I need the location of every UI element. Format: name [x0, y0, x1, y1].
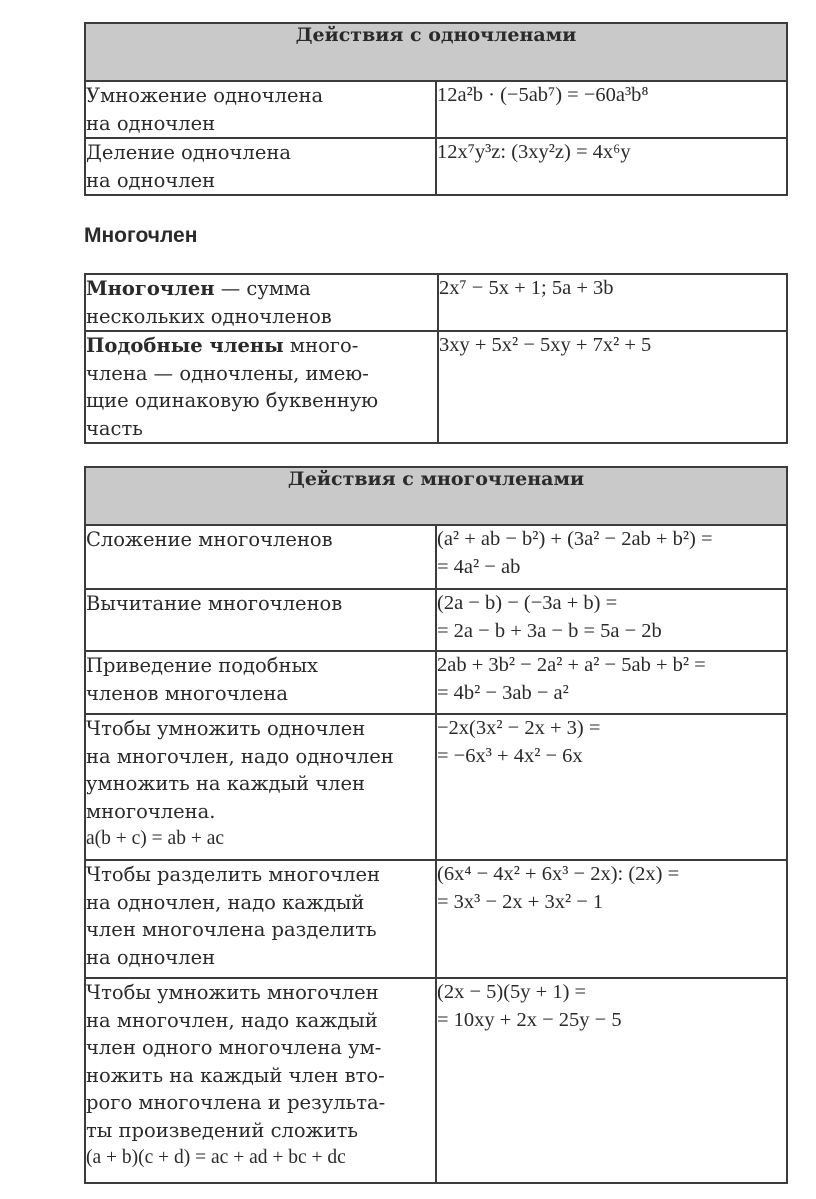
row-label: Сложение многочленов — [85, 525, 436, 589]
row-label: Подобные члены много- члена — одночлены, имею- щие одинаковую буквенную часть — [85, 331, 438, 443]
table-row — [85, 714, 787, 860]
row-example: (2a − b) − (−3a + b) = = 2a − b + 3a − b = 5a − 2b — [436, 589, 787, 651]
formula: (a + b)(c + d) = ac + ad + bc + dc — [86, 1147, 346, 1168]
row-example: 2x⁷ − 5x + 1; 5a + 3b — [438, 274, 787, 331]
table-row — [85, 525, 787, 589]
table-header: Действия с многочленами — [85, 467, 787, 525]
row-label: Умножение одночлена на одночлен — [85, 81, 436, 138]
polynomial-operations-table — [84, 466, 788, 1184]
table-row — [85, 860, 787, 978]
row-example: −2x(3x² − 2x + 3) = = −6x³ + 4x² − 6x — [436, 714, 787, 860]
section-title: Многочлен — [84, 224, 198, 247]
table-row — [85, 978, 787, 1183]
polynomial-definitions-table — [84, 273, 788, 444]
row-label: Приведение подобных членов многочлена — [85, 651, 436, 714]
row-example: (2x − 5)(5y + 1) = = 10xy + 2x − 25y − 5 — [436, 978, 787, 1183]
row-example: (6x⁴ − 4x² + 6x³ − 2x): (2x) = = 3x³ − 2x + 3x² − 1 — [436, 860, 787, 978]
monomial-operations-table — [84, 22, 788, 196]
term: Многочлен — [86, 277, 215, 300]
row-example: 2ab + 3b² − 2a² + a² − 5ab + b² = = 4b² − 3ab − a² — [436, 651, 787, 714]
row-label: Деление одночлена на одночлен — [85, 138, 436, 195]
table-row — [85, 138, 787, 195]
row-label: Чтобы умножить многочлен на многочлен, надо каждый член одного многочлена ум- ножить на каждый член вто- рого многочлена и результа- ты произведений сложить (a + b)(c + d) = ac + ad + bc + dc — [85, 978, 436, 1183]
table-header: Действия с одночленами — [85, 23, 787, 81]
formula: a(b + c) = ab + ac — [86, 828, 225, 849]
table-row — [85, 651, 787, 714]
term: Подобные члены — [86, 334, 284, 357]
row-label: Чтобы умножить одночлен на многочлен, надо одночлен умножить на каждый член многочлена. a(b + c) = ab + ac — [85, 714, 436, 860]
row-example: 3xy + 5x² − 5xy + 7x² + 5 — [438, 331, 787, 443]
row-example: (a² + ab − b²) + (3a² − 2ab + b²) = = 4a² − ab — [436, 525, 787, 589]
row-example: 12x⁷y³z: (3xy²z) = 4x⁶y — [436, 138, 787, 195]
row-example: 12a²b · (−5ab⁷) = −60a³b⁸ — [436, 81, 787, 138]
row-label: Многочлен — сумма нескольких одночленов — [85, 274, 438, 331]
table-row — [85, 331, 787, 443]
table-row — [85, 81, 787, 138]
table-row — [85, 589, 787, 651]
table-row — [85, 274, 787, 331]
row-label: Вычитание многочленов — [85, 589, 436, 651]
row-label: Чтобы разделить многочлен на одночлен, надо каждый член многочлена разделить на одночлен — [85, 860, 436, 978]
